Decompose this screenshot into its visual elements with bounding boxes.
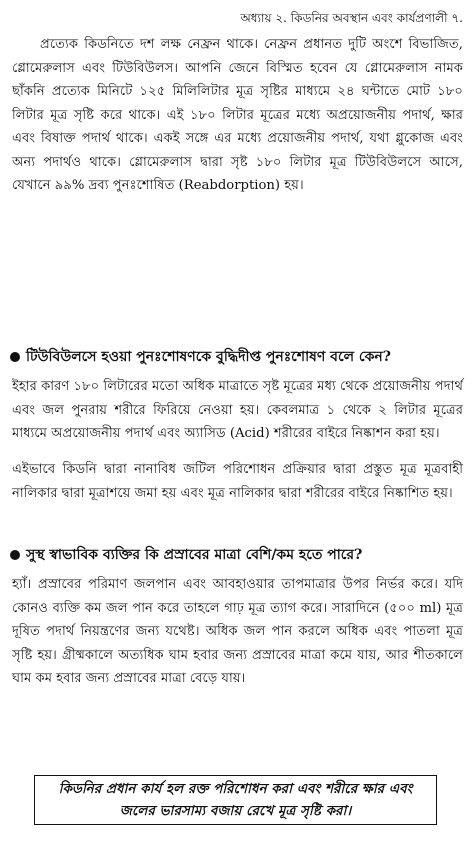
question-text: টিউবিউলসে হওয়া পুনঃশোষণকে বুদ্ধিদীপ্ত পুনঃশোষণ বলে কেন? xyxy=(26,349,391,365)
urine-flow-paragraph: এইভাবে কিডনি দ্বারা নানাবিধ জটিল পরিশোধন প্রক্রিয়ার দ্বারা প্রস্তুত মূত্র মূত্রবাহী নালিকার দ্বারা মূত্রাশয়ে জমা হয় এবং মূত্র নালিকার দ্বারা শরীরের বাইরে নিষ্কাশিত হয়। xyxy=(12,462,463,501)
answer-paragraph-urine-volume: হ্যাঁ। প্রস্রাবের পরিমাণ জলপান এবং আবহাওয়ার তাপমাত্রার উপর নির্ভর করে। যদি কোনও ব্যক্তি কম জল পান করে তাহলে গাঢ় মূত্র ত্যাগ করে। সারাদিনে (৫০০ ml) মূত্র দূষিত পদার্থ নিয়ন্ত্রণের জন্য যথেষ্ট। অধিক জল পান করলে অধিক এবং পাতলা মূত্র সৃষ্টি হয়। গ্রীষ্মকালে অত্যধিক ঘাম হবার জন্য প্রস্রাবের মাত্রা কমে যায়, আর শীতকালে ঘাম কম হবার জন্য প্রস্রাবের মাত্রা বেড়ে যায়। xyxy=(12,577,463,686)
answer-paragraph-reabsorption: ইহার কারণ ১৮০ লিটারের মতো অধিক মাত্রাতে সৃষ্ট মূত্রের মধ্য থেকে প্রয়োজনীয় পদার্থ এবং জল পুনরায় শরীরে ফিরিয়ে নেওয়া হয়। কেবলমাত্র ১ থেকে ২ লিটার মূত্রের মাধ্যমে অপ্রয়োজনীয় পদার্থ এবং অ্যাসিড (Acid) শরীরের বাইরে নিষ্কাশন করা হয়। xyxy=(12,379,463,441)
bullet-icon xyxy=(10,352,20,362)
question-heading-reabsorption xyxy=(10,346,465,368)
running-header: অধ্যায় ২. কিডনির অবস্থান এবং কার্যপ্রণালী ৭. xyxy=(240,11,463,25)
question-heading-urine-volume xyxy=(10,544,465,566)
summary-text: কিডনির প্রধান কার্য হল রক্ত পরিশোধন করা এবং শরীরে ক্ষার এবং জলের ভারসাম্য বজায় রেখে মূত্র সৃষ্টি করা। xyxy=(58,781,413,819)
intro-paragraph: প্রত্যেক কিডনিতে দশ লক্ষ নেফ্রন থাকে। নেফ্রন প্রধানত দুটি অংশে বিভাজিত, গ্লোমেরুলাস এবং টিউবিউলস। আপনি জেনে বিস্মিত হবেন যে গ্লোমেরুলাস নামক ছাঁকনি প্রত্যেক মিনিটে ১২৫ মিলিলিটার মূত্র সৃষ্টির মাধ্যমে ২৪ ঘন্টাতে মোট ১৮০ লিটার মূত্র সৃষ্টি করে থাকে। এই ১৮০ লিটার মূত্রের মধ্যে অপ্রয়োজনীয় পদার্থ, ক্ষার এবং বিষাক্ত পদার্থ থাকে। একই সঙ্গে এর মধ্যে প্রয়োজনীয় পদার্থ, যথা গ্লুকোজ এবং অন্য পদার্থও থাকে। গ্লোমেরুলাস দ্বারা সৃষ্ট ১৮০ লিটার মূত্র টিউবিউলসে আসে, যেখানে ৯৯% দ্রব্য পুনঃশোষিত (Reabdorption) হয়। xyxy=(12,37,463,193)
question-text: সুস্থ স্বাভাবিক ব্যক্তির কি প্রস্রাবের মাত্রা বেশি/কম হতে পারে? xyxy=(26,547,363,563)
summary-box xyxy=(34,775,437,825)
bullet-icon xyxy=(10,550,20,560)
